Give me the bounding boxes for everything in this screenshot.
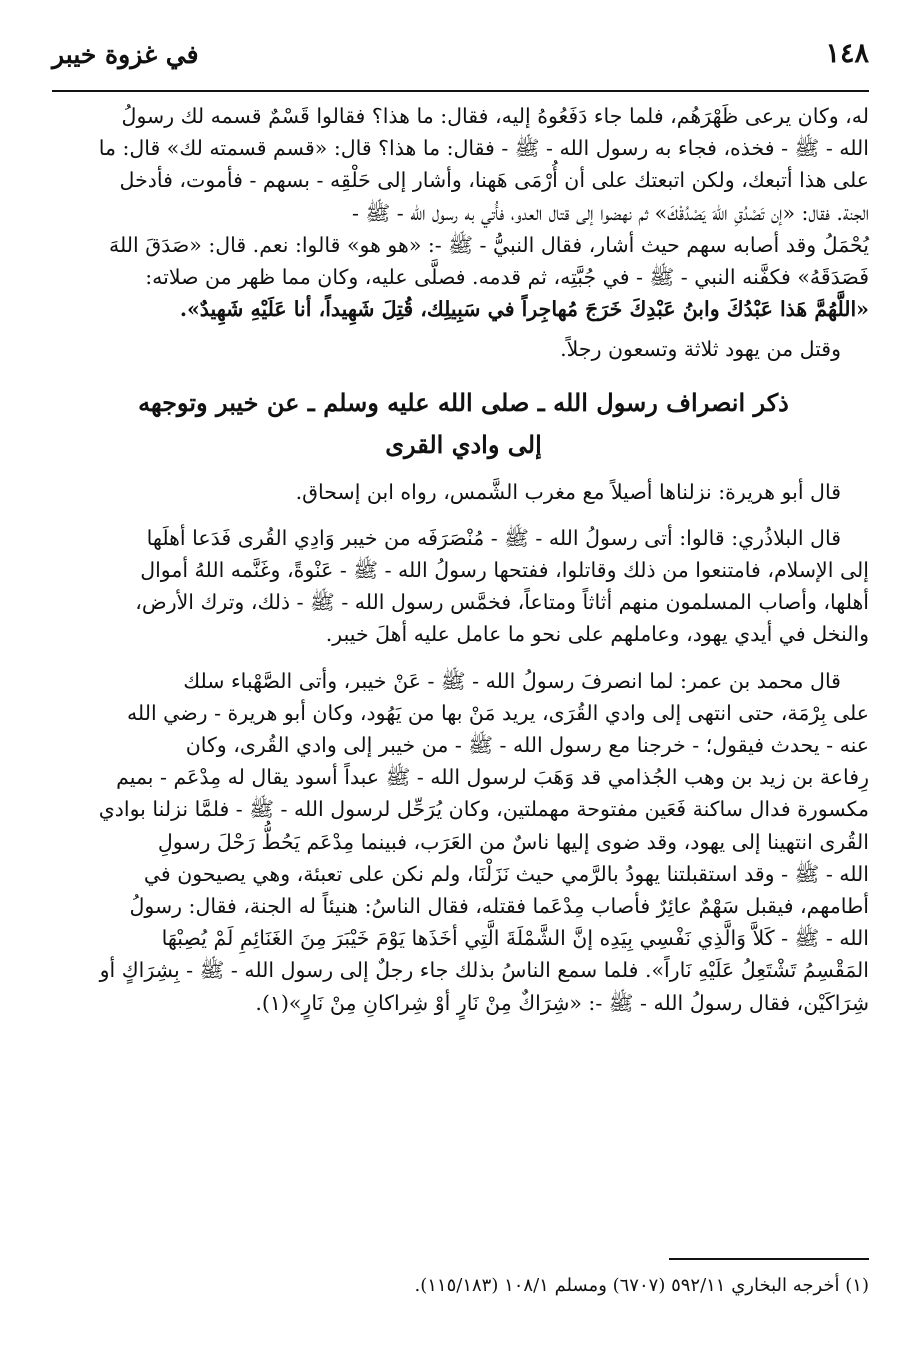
section-heading (58, 382, 869, 466)
page-header (52, 38, 869, 88)
running-title: في غزوة خيبر (52, 40, 199, 69)
footnote-rule (669, 1258, 869, 1260)
text-line: قال محمد بن عمر: لما انصرفَ رسولُ الله - ﷺ - عَنْ خيبر، وأتى الصَّهْباء سلك (183, 668, 841, 693)
text-line: الله - ﷺ - كَلاَّ وَالَّذِي نَفْسِي بِيَدِه إنَّ الشَّمْلَةَ الَّتِي أخَذَها يَوْمَ خَيْبَرَ مِنَ الغَنَائِمِ لَمْ يُصِبْهَا (161, 926, 869, 951)
text-line: القُرى انتهينا إلى يهود، وقد ضوى إليها ناسٌ من العَرَب، فبينما مِدْعَم يَحُطُّ رَحْلَ رسولِ (157, 829, 869, 854)
footnote: (١) أخرجه البخاري ٥٩٢/١١ (٦٧٠٧) ومسلم ١٠٨/١ (١١٥/١٨٣). (414, 1275, 869, 1296)
text-line: على هذا أتبعك، ولكن اتبعتك على أن أُرْمَى هَهنا، وأشار إلى حَلْقِه - بسهم - فأموت، فأدخل (119, 168, 869, 193)
text-line: على بِرْمَة، حتى انتهى إلى وادي القُرَى، يريد مَنْ بها من يَهُود، وكان أبو هريرة - رضي الله (126, 700, 869, 725)
text-line: فَصَدَقَهُ» فكفَّنه النبي - ﷺ - في جُبَّتِه، ثم قدمه. فصلَّى عليه، وكان مما ظهر من صلاته: (145, 265, 869, 290)
abu-huraira-paragraph: قال أبو هريرة: نزلناها أصيلاً مع مغرب الشَّمس، رواه ابن إسحاق. (295, 479, 841, 504)
text-line: الله - ﷺ - وقد استقبلتنا يهودُ بالرَّمي حيث نَزَلْنَا، ولم نكن على تعبئة، وهي يصيحون في (143, 861, 869, 886)
prayer-line: «اللَّهُمَّ هَذا عَبْدُكَ وابنُ عَبْدِكَ خَرَجَ مُهاجِراً في سَبِيلِك، قُتِلَ شَهِيداً، أنا عَلَيْهِ شَهِيدٌ». (179, 297, 869, 322)
text-line: عنه - يحدث فيقول؛ - خرجنا مع رسول الله - ﷺ - من خيبر إلى وادي القُرى، وكان (185, 733, 869, 758)
text-line: له، وكان يرعى ظَهْرَهُم، فلما جاء دَفَعُوهُ إليه، فقال: ما هذا؟ فقالوا قَسْمٌ قسمه لك رسولُ (121, 104, 869, 128)
text-line: والنخل في أيدي يهود، وعاملهم على نحو ما عامل عليه أهلَ خيبر. (325, 622, 869, 647)
page-body (58, 100, 869, 1019)
intro-paragraph (58, 100, 869, 325)
header-rule (52, 90, 869, 92)
page-number: ١٤٨ (825, 38, 869, 69)
text-line: يُحْمَلُ وقد أصابه سهم حيث أشار، فقال النبيُّ - ﷺ -: «هو هو» قالوا: نعم. قال: «صَدَقَ اللهَ (108, 232, 869, 257)
text-line: قال البلاذُري: قالوا: أتى رسولُ الله - ﷺ - مُنْصَرَفَه من خيبر وَادِي القُرى فَدَعا أهلَها (146, 525, 841, 550)
text-line: المَقْسِمُ تَشْتَعِلُ عَلَيْهِ نَاراً». فلما سمع الناسُ بذلك جاء رجلٌ إلى رسول الله - ﷺ - بِشِرَاكٍ أو (99, 958, 869, 983)
text-line: الجنة. فقال: «إن تَصْدُقِ اللهَ يَصْدُقْكَ» ثم نهضوا إلى قتال العدو، فأُتي به رسول الله - ﷺ - (352, 200, 869, 225)
text-line: شِرَاكَيْن، فقال رسولُ الله - ﷺ -: «شِرَاكٌ مِنْ نَارٍ أوْ شِراكانِ مِنْ نَارٍ»(١). (255, 990, 869, 1015)
text-line: الله - ﷺ - فخذه، فجاء به رسول الله - ﷺ - فقال: ما هذا؟ قال: «قسم قسمته لك» قال: ما (98, 136, 869, 161)
text-line: أهلها، وأصاب المسلمون منهم أثاثاً ومتاعاً، فخمَّس رسول الله - ﷺ - ذلك، وترك الأرض، (135, 590, 869, 615)
text-line: مكسورة فدال ساكنة فَعَين مفتوحة مهملتين، وكان يُرَحِّل لرسول الله - ﷺ - فلمَّا نزلنا بوادي (98, 797, 869, 822)
text-line: أطامهم، فيقبل سَهْمٌ عائِرٌ فأصاب مِدْعَما فقتله، فقال الناسُ: هنيئاً له الجنة، فقال: رسولُ (129, 894, 869, 919)
muhammad-bin-umar-paragraph (58, 665, 869, 1019)
text-line: رِفاعة بن زيد بن وهب الجُذامي قد وَهَبَ لرسول الله - ﷺ عبداً أسود يقال له مِدْعَم - بميم (116, 765, 869, 790)
heading-line-1: ذكر انصراف رسول الله ـ صلى الله عليه وسلم ـ عن خيبر وتوجهه (138, 387, 789, 417)
baladhuri-paragraph (58, 522, 869, 651)
text-line: إلى الإسلام، فامتنعوا من ذلك وقاتلوا، ففتحها رسولُ الله - ﷺ - عَنْوةً، وغَنَّمه اللهُ أموال (140, 558, 869, 583)
heading-line-2: إلى وادي القرى (385, 429, 542, 459)
killed-line: وقتل من يهود ثلاثة وتسعون رجلاً. (560, 337, 841, 362)
